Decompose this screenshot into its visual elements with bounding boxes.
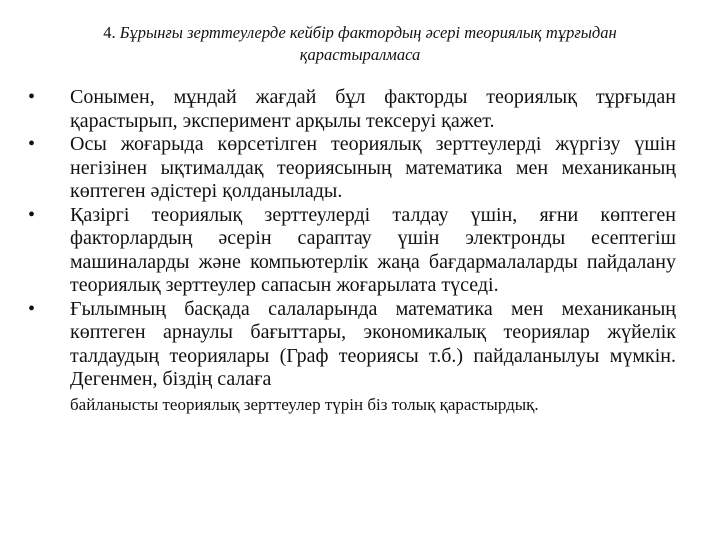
bullet-text-wrap	[70, 298, 676, 416]
bullet-icon: •	[28, 133, 36, 155]
bullet-icon: •	[28, 297, 36, 320]
bullet-list	[28, 86, 676, 416]
bullet-icon: •	[28, 203, 36, 226]
slide-title	[60, 22, 660, 66]
bullet-text: Сонымен, мұндай жағдай бұл факторды теориялық тұрғыдан қарастырып, эксперимент арқылы тексеруі қажет.	[70, 86, 676, 132]
bullet-item	[28, 86, 676, 133]
title-text: Бұрынғы зерттеулерде кейбір фактордың әсері теориялық тұрғыдан қарастыралмаса	[119, 23, 617, 64]
bullet-text: Қазіргі теориялық зерттеулерді талдау үшін, яғни көптеген факторлардың әсерін сараптау үшін электронды есептегіш машиналарды және компьютерлік жаңа бағдармалаларды пайдалану теориялық зерттеулер сапасын жоғарылата түседі.	[70, 203, 676, 296]
bullet-text: Ғылымның басқада салаларында математика мен механиканың көптеген арнаулы бағыттары, экономикалық теориялар жүйелік талдаудың теориялары (Граф теориясы т.б.) пайдаланылуы мүмкін. Дегенмен, біздің салаға	[70, 297, 676, 390]
bullet-tail-text: байланысты теориялық зерттеулер түрін біз толық қарастырдық.	[70, 394, 539, 414]
bullet-item	[28, 133, 676, 204]
bullet-icon: •	[28, 86, 36, 108]
title-number: 4.	[103, 23, 116, 42]
bullet-item	[28, 298, 676, 416]
bullet-text: Осы жоғарыда көрсетілген теориялық зерттеулерді жүргізу үшін негізінен ықтималдақ теориясының математика мен механиканың көптеген әдістері қолданылады.	[70, 133, 676, 202]
bullet-item	[28, 204, 676, 298]
